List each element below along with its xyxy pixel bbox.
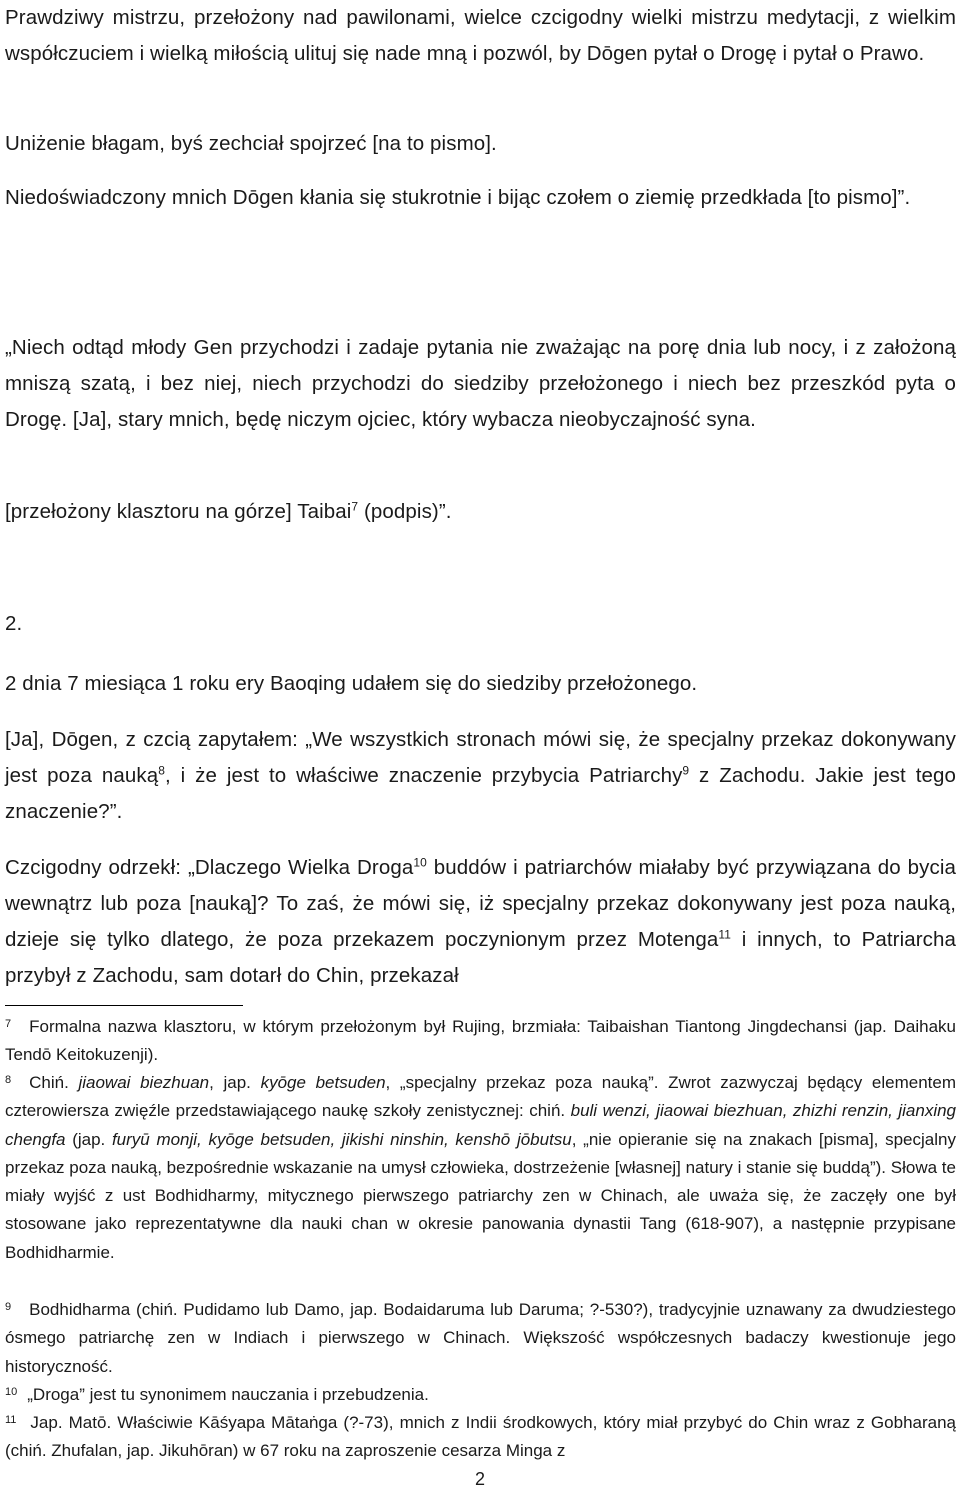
answer-text-b: buddów i patriarchów miałaby być przywiązana do bycia wewnątrz lub poza [nauką]? To zaś, że mówi się, iż specjalny przekaz dokonywany jest poza nauką, dzieje się tylko dlatego, że poza przekazem poczynionym przez Motenga	[5, 856, 956, 951]
paragraph-plea: Uniżenie błagam, byś zechciał spojrzeć [na to pismo].	[5, 132, 497, 155]
footnote-number: 7	[5, 1017, 12, 1030]
paragraph-visit-date: 2 dnia 7 miesiąca 1 roku ery Baoqing udałem się do siedziby przełożonego.	[5, 672, 698, 695]
footnote-text: Formalna nazwa klasztoru, w którym przełożonym był Rujing, brzmiała: Taibaishan Tiantong Jingdechansi (jap. Daihaku Tendō Keitokuzenji).	[5, 1017, 956, 1065]
footnote-number: 10	[5, 1385, 18, 1398]
footnote-italic: buli wenzi, jiaowai biezhuan, zhizhi renzin, jianxing chengfa	[5, 1101, 956, 1149]
question-text-b: , i że jest to właściwe znaczenie przybycia Patriarchy	[164, 764, 683, 787]
footnote-ref-9: 9	[682, 763, 690, 778]
footnote-number: 9	[5, 1300, 12, 1313]
signature-text: [przełożony klasztoru na górze] Taibai	[5, 500, 352, 523]
footnote-text: (jap.	[65, 1129, 112, 1149]
paragraph-signature	[5, 494, 956, 530]
footnote-text: Chiń.	[29, 1073, 79, 1092]
paragraph-answer	[5, 850, 956, 994]
footnote-text: „Droga” jest tu synonimem nauczania i przebudzenia.	[27, 1385, 429, 1404]
section-number: 2.	[5, 612, 23, 635]
footnote-10	[5, 1381, 956, 1409]
answer-text-c: i innych, to Patriarcha przybył z Zachodu, sam dotarł do Chin, przekazał	[5, 928, 957, 987]
footnote-text: , jap.	[209, 1073, 261, 1092]
paragraph-submission: Niedoświadczony mnich Dōgen kłania się stukrotnie i bijąc czołem o ziemię przedkłada [to pismo]”.	[5, 186, 911, 209]
question-text-c: z Zachodu. Jakie jest tego znaczenie?”.	[5, 764, 956, 823]
footnote-ref-11: 11	[718, 927, 732, 942]
footnote-italic: kyōge betsuden	[260, 1073, 386, 1092]
footnote-text: , „specjalny przekaz poza nauką”. Zwrot zazwyczaj będący elementem czterowiersza zwięźle przedstawiającego naukę szkoły zenistycznej: chiń.	[5, 1073, 956, 1121]
footnote-number: 8	[5, 1073, 12, 1086]
question-text-a: [Ja], Dōgen, z czcią zapytałem: „We wszystkich stronach mówi się, że specjalny przekaz dokonywany jest poza nauką	[5, 728, 956, 787]
footnote-number: 11	[5, 1413, 17, 1426]
footnote-ref-7: 7	[351, 499, 359, 514]
footnote-separator	[5, 1005, 243, 1006]
footnote-9	[5, 1296, 956, 1381]
footnote-text: , „nie opieranie się na znakach [pisma], specjalny przekaz poza nauką, bezpośrednie wskazanie na umysł człowieka, dostrzeżenie [własnej] natury i stanie się buddą”). Słowa te miały wyjść z ust Bodhidharmy, mitycznego pierwszego patriarchy zen w Chinach, ale uważa się, że zaczęły one był stosowane jako reprezentatywne dla nauki chan w okresie panowania dynastii Tang (618-907), a następnie przypisane Bodhidharmie.	[5, 1129, 956, 1262]
footnote-text: Jap. Matō. Właściwie Kāśyapa Mātaṅga (?-73), mnich z Indii środkowych, który miał przybyć do Chin wraz z Gobharaną (chiń. Zhufalan, jap. Jikuhōran) w 67 roku na zaproszenie cesarza Minga z	[5, 1413, 956, 1461]
page-number: 2	[474, 1469, 485, 1489]
footnote-11	[5, 1409, 956, 1466]
paragraph-reply-letter: „Niech odtąd młody Gen przychodzi i zadaje pytania nie zważając na porę dnia lub nocy, i z założoną mniszą szatą, i bez niej, niech przychodzi do siedziby przełożonego i niech bez przeszkód pyta o Drogę. [Ja], stary mnich, będę niczym ojciec, który wybacza nieobyczajność syna.	[5, 336, 956, 431]
paragraph-question	[5, 722, 956, 830]
signature-tail: (podpis)”.	[358, 500, 452, 523]
footnote-ref-10: 10	[413, 855, 427, 870]
footnote-text: Bodhidharma (chiń. Pudidamo lub Damo, jap. Bodaidaruma lub Daruma; ?-530?), tradycyjnie uznawany za dwudziestego ósmego patriarchę zen w Indiach i pierwszego w Chinach. Większość współczesnych badaczy kwestionuje jego historyczność.	[5, 1300, 956, 1376]
footnote-italic: furyū monji, kyōge betsuden, jikishi ninshin, kenshō jōbutsu	[111, 1129, 572, 1149]
answer-text-a: Czcigodny odrzekł: „Dlaczego Wielka Droga	[5, 856, 414, 879]
paragraph-request: Prawdziwy mistrzu, przełożony nad pawilonami, wielce czcigodny wielki mistrzu medytacji, z wielkim współczuciem i wielką miłością ulituj się nade mną i pozwól, by Dōgen pytał o Drogę i pytał o Prawo.	[5, 6, 956, 65]
footnote-italic: jiaowai biezhuan	[78, 1073, 210, 1092]
footnote-8	[5, 1069, 956, 1267]
footnote-7	[5, 1013, 956, 1070]
footnote-ref-8: 8	[158, 763, 165, 778]
